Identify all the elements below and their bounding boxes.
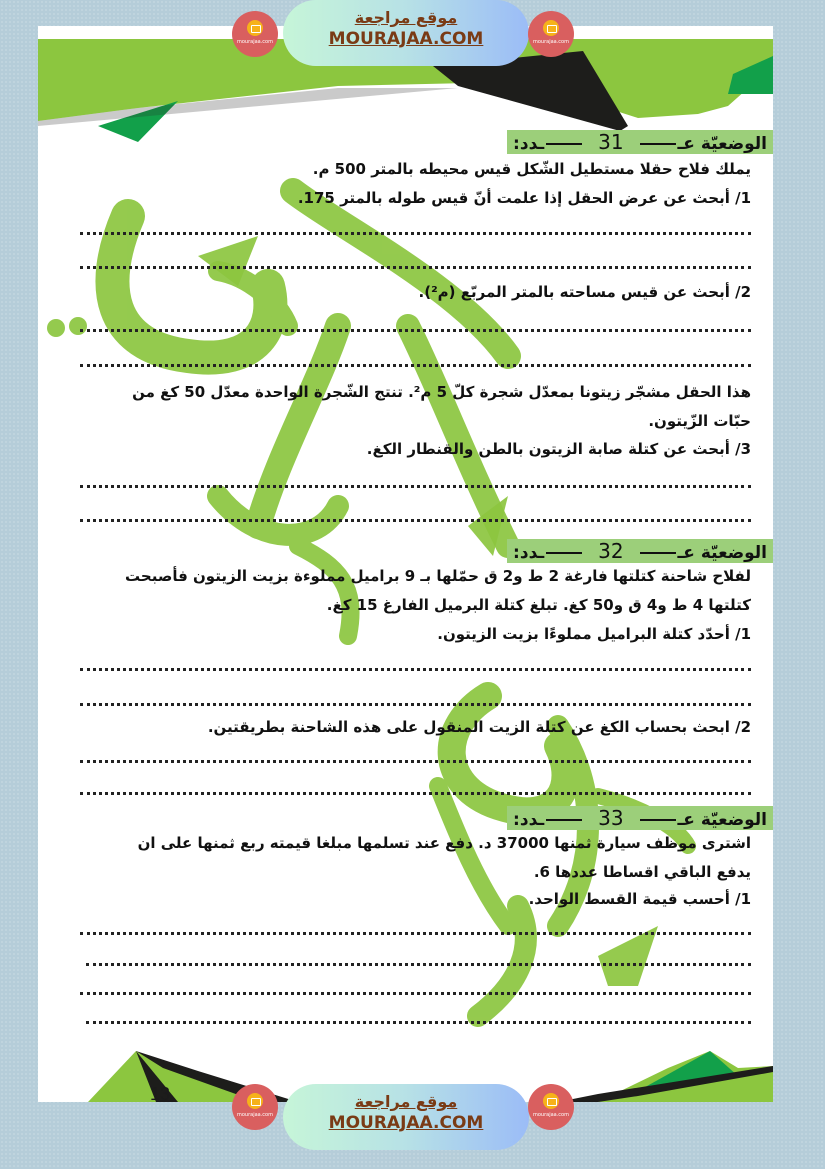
situation-31-intro: يملك فلاح حقلا مستطيل الشّكل قيس محيطه بالمتر 500 م. <box>312 160 751 178</box>
answer-line[interactable] <box>80 992 751 995</box>
badge-caption: mourajaa.com <box>532 1112 569 1118</box>
kashida-line <box>546 552 582 554</box>
title-prefix: الوضعيّة <box>700 543 767 563</box>
title-mid: عـ <box>677 810 695 830</box>
situation-31-intro2-line1: هذا الحقل مشجّر زيتونا بمعدّل شجرة كلّ 5 م². تنتج الشّجرة الواحدة معدّل 50 كغ من <box>132 383 751 401</box>
site-url: MOURAJAA.COM <box>328 1113 484 1133</box>
situation-33-title <box>507 806 773 830</box>
answer-line[interactable] <box>80 792 751 795</box>
situation-32-title <box>507 539 773 563</box>
answer-line[interactable] <box>80 485 751 488</box>
answer-line[interactable] <box>80 668 751 671</box>
title-suffix: ـدد: <box>513 543 545 563</box>
book-icon <box>247 1093 263 1109</box>
question-31-3: 3/ أبحث عن كتلة صابة الزيتون بالطن والقنطار الكغ. <box>366 440 751 458</box>
site-name-arabic: موقع مراجعة <box>354 1092 458 1111</box>
answer-line[interactable] <box>80 932 751 935</box>
situation-33-intro-line1: اشترى موظف سيارة ثمنها 37000 د. دفع عند تسلمها مبلغا قيمته ربع ثمنها على ان <box>137 834 751 852</box>
site-logo-badge-right-bottom[interactable] <box>528 1084 574 1130</box>
question-32-1: 1/ أحدّد كتلة البراميل مملوءًا بزيت الزيتون. <box>437 625 751 643</box>
answer-line[interactable] <box>80 703 751 706</box>
situation-number: 31 <box>598 130 624 154</box>
question-31-2: 2/ أبحث عن قيس مساحته بالمتر المربّع (م²). <box>418 283 751 301</box>
title-prefix: الوضعيّة <box>700 134 767 154</box>
site-logo-badge-right[interactable] <box>528 11 574 57</box>
book-icon <box>247 20 263 36</box>
situation-31-title <box>507 130 773 154</box>
title-mid: عـ <box>677 134 695 154</box>
title-suffix: ـدد: <box>513 810 545 830</box>
situation-number: 32 <box>598 539 624 563</box>
site-logo-badge-left[interactable] <box>232 11 278 57</box>
worksheet-content <box>38 26 773 1102</box>
page-number: 13 <box>150 1084 171 1102</box>
book-icon <box>543 20 559 36</box>
situation-33-intro-line2: يدفع الباقي اقساطا عددها 6. <box>533 863 751 881</box>
answer-line[interactable] <box>80 760 751 763</box>
site-banner-top[interactable] <box>283 0 529 66</box>
title-prefix: الوضعيّة <box>700 810 767 830</box>
site-banner-bottom[interactable] <box>283 1084 529 1150</box>
kashida-line <box>546 143 582 145</box>
situation-32-intro-line2: كتلتها 4 ط و4 ق و50 كغ. تبلغ كتلة البرميل الفارغ 15 كغ. <box>326 596 751 614</box>
site-name-arabic: موقع مراجعة <box>354 8 458 27</box>
site-url: MOURAJAA.COM <box>328 29 484 49</box>
situation-32-intro-line1: لفلاح شاحنة كتلتها فارغة 2 ط و2 ق حمّلها بـ 9 براميل مملوءة بزيت الزيتون فأصبحت <box>125 567 751 585</box>
badge-caption: mourajaa.com <box>236 39 273 45</box>
worksheet-page <box>38 26 773 1102</box>
site-logo-badge-left-bottom[interactable] <box>232 1084 278 1130</box>
kashida-line <box>640 819 676 821</box>
book-icon <box>543 1093 559 1109</box>
answer-line[interactable] <box>86 1021 751 1024</box>
question-31-1: 1/ أبحث عن عرض الحقل إذا علمت أنّ قيس طوله بالمتر 175. <box>297 189 751 207</box>
title-suffix: ـدد: <box>513 134 545 154</box>
answer-line[interactable] <box>80 364 751 367</box>
badge-caption: mourajaa.com <box>236 1112 273 1118</box>
question-32-2: 2/ ابحث بحساب الكغ عن كتلة الزيت المنقول على هذه الشاحنة بطريقتين. <box>207 718 751 736</box>
situation-number: 33 <box>598 806 624 830</box>
question-33-1: 1/ أحسب قيمة القسط الواحد. <box>528 890 751 908</box>
situation-31-intro2-line2: حبّات الزّيتون. <box>648 412 751 430</box>
badge-caption: mourajaa.com <box>532 39 569 45</box>
answer-line[interactable] <box>80 329 751 332</box>
kashida-line <box>640 552 676 554</box>
kashida-line <box>640 143 676 145</box>
answer-line[interactable] <box>80 232 751 235</box>
answer-line[interactable] <box>86 963 751 966</box>
kashida-line <box>546 819 582 821</box>
answer-line[interactable] <box>80 519 751 522</box>
answer-line[interactable] <box>80 266 751 269</box>
title-mid: عـ <box>677 543 695 563</box>
